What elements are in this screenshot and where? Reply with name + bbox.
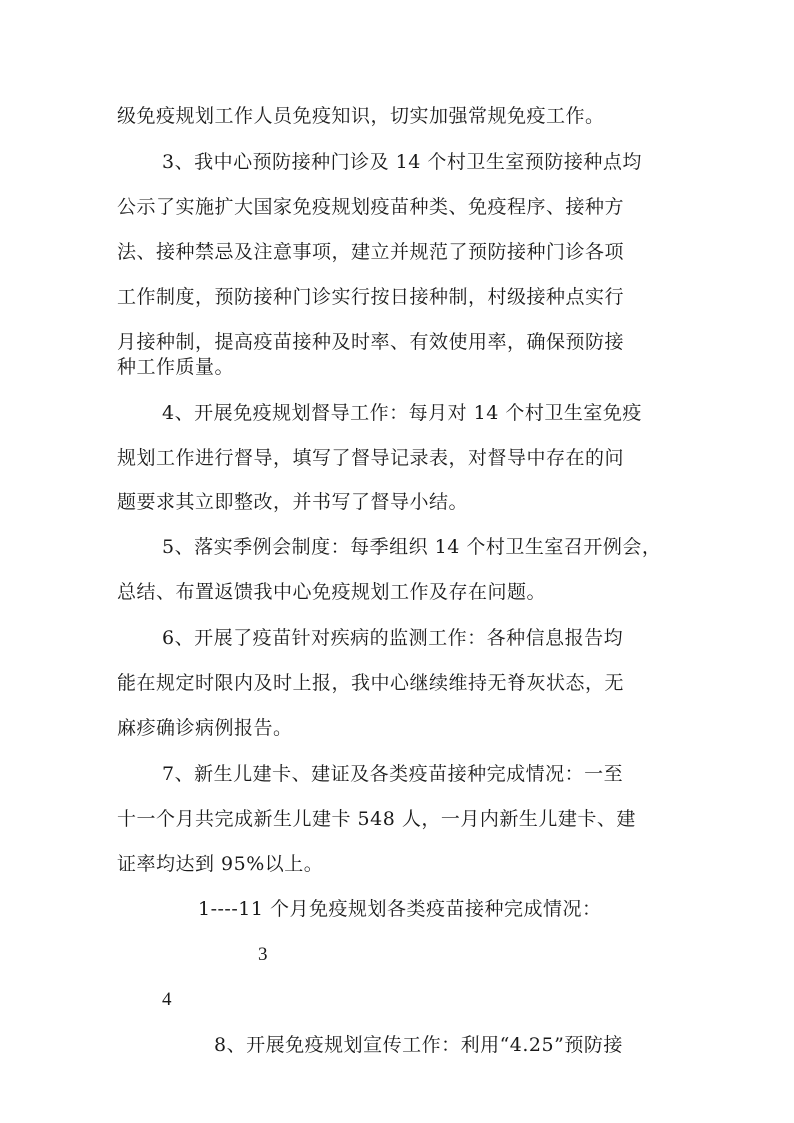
paragraph-4-line-2: 规划工作进行督导，填写了督导记录表，对督导中存在的问: [117, 447, 625, 469]
paragraph-6-line-3: 麻疹确诊病例报告。: [117, 717, 293, 739]
paragraph-6-line-1: 6、开展了疫苗针对疾病的监测工作：各种信息报告均: [162, 627, 624, 649]
paragraph-7-line-3: 证率均达到 95%以上。: [117, 853, 324, 875]
table-caption: 1----11 个月免疫规划各类疫苗接种完成情况：: [198, 898, 602, 920]
table-placeholder-4: 4: [162, 989, 172, 1010]
paragraph-4-line-3: 题要求其立即整改，并书写了督导小结。: [117, 491, 469, 513]
paragraph-3-line-5: 月接种制，提高疫苗接种及时率、有效使用率，确保预防接: [117, 331, 625, 353]
paragraph-3-line-2: 公示了实施扩大国家免疫规划疫苗种类、免疫程序、接种方: [117, 196, 625, 218]
paragraph-7-line-2: 十一个月共完成新生儿建卡 548 人，一月内新生儿建卡、建: [117, 808, 636, 830]
paragraph-3-line-4: 工作制度，预防接种门诊实行按日接种制，村级接种点实行: [117, 286, 625, 308]
text-line-1: 级免疫规划工作人员免疫知识，切实加强常规免疫工作。: [117, 105, 605, 127]
paragraph-5-line-2: 总结、布置返馈我中心免疫规划工作及存在问题。: [117, 581, 547, 603]
table-placeholder-3: 3: [258, 944, 268, 965]
paragraph-3-line-3: 法、接种禁忌及注意事项，建立并规范了预防接种门诊各项: [117, 241, 625, 263]
paragraph-3-line-6: 种工作质量。: [117, 356, 235, 378]
paragraph-7-line-1: 7、新生儿建卡、建证及各类疫苗接种完成情况：一至: [162, 763, 624, 785]
paragraph-4-line-1: 4、开展免疫规划督导工作：每月对 14 个村卫生室免疫: [162, 402, 642, 424]
paragraph-5-line-1: 5、落实季例会制度：每季组织 14 个村卫生室召开例会，: [162, 536, 662, 558]
paragraph-6-line-2: 能在规定时限内及时上报，我中心继续维持无脊灰状态，无: [117, 672, 625, 694]
paragraph-8-line-1: 8、开展免疫规划宣传工作：利用“4.25”预防接: [214, 1034, 623, 1056]
paragraph-3-line-1: 3、我中心预防接种门诊及 14 个村卫生室预防接种点均: [162, 151, 642, 173]
